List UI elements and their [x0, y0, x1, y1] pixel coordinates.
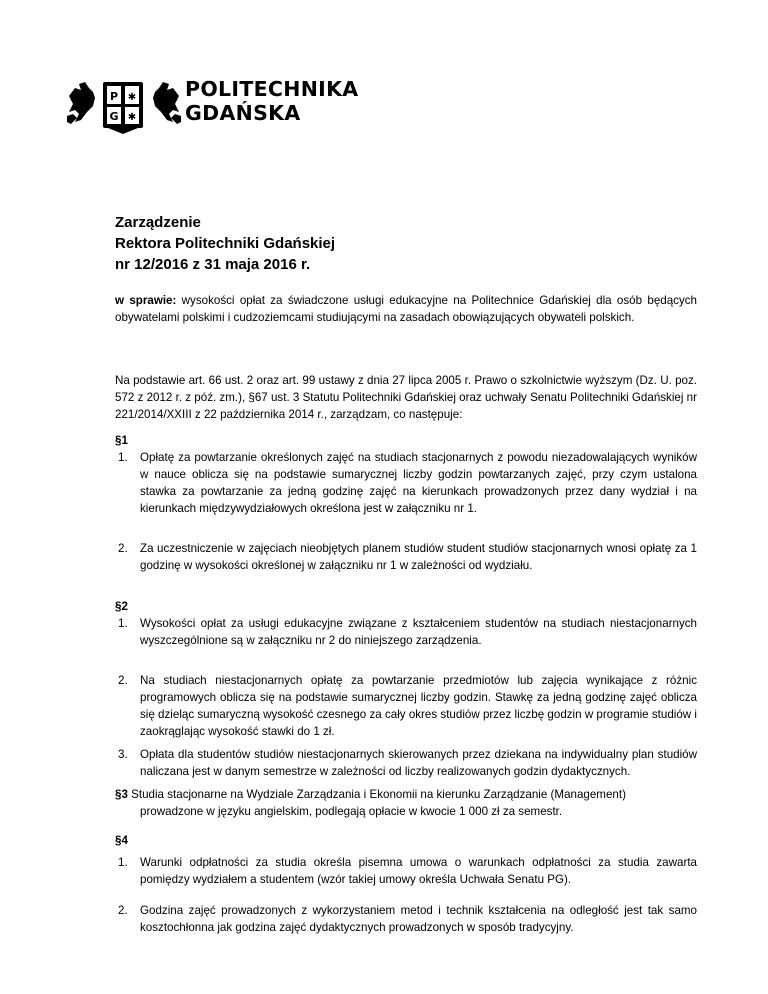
subject-text: wysokości opłat za świadczone usługi edukacyjne na Politechnice Gdańskiej dla osób będących obywatelami polskimi i cudzoziemcami studiującymi na zasadach obowiązujących obywateli polskich.	[115, 294, 697, 324]
item-number: 3.	[118, 748, 128, 761]
svg-text:✱: ✱	[127, 112, 137, 123]
section-3-heading: §3	[115, 788, 128, 801]
preamble-paragraph: Na podstawie art. 66 ust. 2 oraz art. 99 ustawy z dnia 27 lipca 2005 r. Prawo o szkolnictwie wyższym (Dz. U. poz. 572 z 2012 r. z póź. zm.), §67 ust. 3 Statutu Politechniki Gdańskiej oraz uchwały Senatu Politechniki Gdańskiej nr 221/2014/XXIII z 22 października 2014 r., zarządzam, co następuje:	[115, 374, 697, 421]
subject-paragraph	[115, 292, 697, 326]
logo-line-2: GDAŃSKA	[185, 101, 301, 125]
university-logo	[65, 74, 359, 134]
svg-text:P: P	[109, 90, 119, 103]
section-1-item-1	[118, 449, 697, 517]
section-2-heading: §2	[115, 600, 128, 613]
item-text: Warunki odpłatności za studia określa pisemna umowa o warunkach odpłatności za studia zawarta pomiędzy wydziałem a studentem (wzór takiej umowy określa Uchwała Senatu PG).	[140, 856, 697, 886]
section-3-line-1: Studia stacjonarne na Wydziale Zarządzania i Ekonomii na kierunku Zarządzanie (Management)	[127, 788, 626, 801]
item-text: Godzina zajęć prowadzonych z wykorzystaniem metod i technik kształcenia na odległość jest tak samo kosztochłonna jak godzina zajęć dydaktycznych prowadzonych w sposób tradycyjny.	[140, 904, 697, 934]
logo-line-1: POLITECHNIKA	[185, 77, 359, 101]
item-number: 2.	[118, 542, 128, 555]
item-number: 1.	[118, 451, 128, 464]
section-4-heading: §4	[115, 834, 128, 847]
section-1-item-2	[118, 540, 697, 574]
item-text: Za uczestniczenie w zajęciach nieobjętych planem studiów student studiów stacjonarnych wnosi opłatę za 1 godzinę w wysokości określonej w załączniku nr 1 w zależności od wydziału.	[140, 542, 697, 572]
item-number: 1.	[118, 856, 128, 869]
item-number: 2.	[118, 674, 128, 687]
svg-text:✱: ✱	[127, 92, 137, 103]
item-text: Opłata dla studentów studiów niestacjonarnych skierowanych przez dziekana na indywidualny plan studiów naliczana jest w danym semestrze w zależności od liczby realizowanych godzin dydaktycznych.	[140, 748, 697, 778]
title-line-1: Zarządzenie	[115, 214, 201, 231]
section-2-item-2	[118, 672, 697, 740]
section-1-heading: §1	[115, 434, 128, 447]
title-line-3: nr 12/2016 z 31 maja 2016 r.	[115, 256, 311, 273]
pg-emblem-icon	[65, 74, 183, 134]
section-2-item-3	[118, 746, 697, 780]
item-number: 2.	[118, 904, 128, 917]
item-number: 1.	[118, 617, 128, 630]
svg-text:G: G	[109, 110, 119, 123]
subject-label: w sprawie:	[115, 294, 177, 307]
item-text: Na studiach niestacjonarnych opłatę za powtarzanie przedmiotów lub zajęcia wynikające z różnic programowych oblicza się na podstawie sumarycznej liczby godzin. Stawkę za jedną godzinę zajęć oblicza się dzieląc sumaryczną wysokość czesnego za cały okres studiów przez liczbę godzin w programie studiów i zaokrąglając wysokość stawki do 1 zł.	[140, 674, 697, 738]
section-4-item-1	[118, 854, 697, 888]
section-3-line-2: prowadzone w języku angielskim, podlegają opłacie w kwocie 1 000 zł za semestr.	[140, 805, 563, 818]
section-3	[115, 786, 697, 820]
section-2-item-1	[118, 615, 697, 649]
item-text: Opłatę za powtarzanie określonych zajęć na studiach stacjonarnych z powodu niezadowalających wyników w nauce oblicza się na podstawie sumarycznej liczby godzin powtarzanych zajęć, przy czym ustalona stawka za powtarzanie za jedną godzinę zajęć na kierunkach prowadzonych przez dany wydział i na kierunkach międzywydziałowych określona jest w załączniku nr 1.	[140, 451, 697, 515]
item-text: Wysokości opłat za usługi edukacyjne związane z kształceniem studentów na studiach niestacjonarnych wyszczególnione są w załączniku nr 2 do niniejszego zarządzenia.	[140, 617, 697, 647]
title-line-2: Rektora Politechniki Gdańskiej	[115, 235, 336, 252]
document-title	[115, 212, 335, 275]
section-4-item-2	[118, 902, 697, 936]
